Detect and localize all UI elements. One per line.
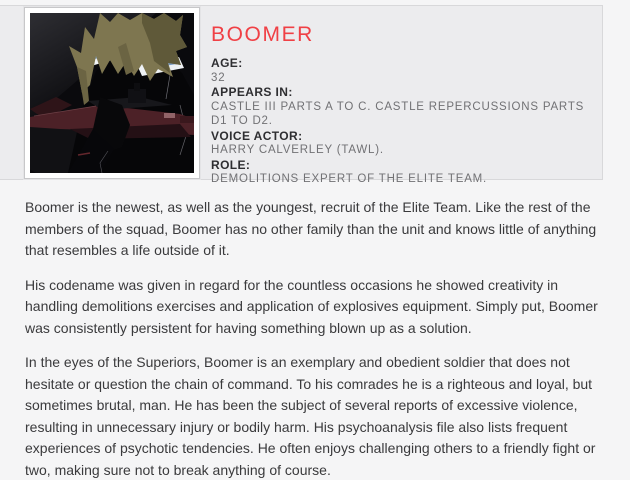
character-portrait-image bbox=[30, 13, 194, 173]
field-age-value: 32 bbox=[211, 71, 226, 84]
field-appears-in bbox=[211, 85, 586, 129]
character-portrait-frame bbox=[24, 7, 200, 179]
field-appears-in-value: CASTLE III PARTS A TO C. CASTLE REPERCUSSIONS PARTS D1 TO D2. bbox=[211, 100, 585, 127]
field-voice-actor bbox=[211, 129, 586, 158]
field-appears-in-label: APPEARS IN: bbox=[211, 85, 293, 99]
bio-paragraph: In the eyes of the Superiors, Boomer is an exemplary and obedient soldier that does not hesitate or question the chain of command. To his comrades he is a righteous and loyal, but sometimes brutal, man. He has been the subject of several reports of excessive violence, resulting in unnecessary injury or bodily harm. His psychoanalysis file also lists frequent experiences of psychotic tendencies. He often enjoys challenging others to a friendly fight or two, making sure not to break anything of course. bbox=[25, 354, 596, 478]
character-name-heading: BOOMER bbox=[211, 23, 314, 46]
field-age-label: AGE: bbox=[211, 56, 243, 70]
field-age bbox=[211, 56, 586, 85]
bio-paragraph: Boomer is the newest, as well as the youngest, recruit of the Elite Team. Like the rest of the members of the squad, Boomer has no other family than the unit and knows little of anything that resembles a life outside of it. bbox=[25, 199, 597, 258]
field-role-value: DEMOLITIONS EXPERT OF THE ELITE TEAM. bbox=[211, 173, 488, 185]
field-role-label: ROLE: bbox=[211, 157, 251, 172]
character-info-panel bbox=[0, 5, 603, 185]
field-role bbox=[211, 158, 586, 187]
bio-paragraph: His codename was given in regard for the countless occasions he showed creativity in handling demolitions exercises and application of explosives equipment. Simply put, Boomer was consistently persistent for having something blown up as a solution. bbox=[25, 276, 598, 336]
character-info-text bbox=[211, 23, 586, 187]
field-voice-actor-label: VOICE ACTOR: bbox=[211, 128, 303, 143]
character-biography bbox=[25, 197, 613, 480]
field-voice-actor-value: HARRY CALVERLEY (TAWL). bbox=[211, 144, 384, 156]
